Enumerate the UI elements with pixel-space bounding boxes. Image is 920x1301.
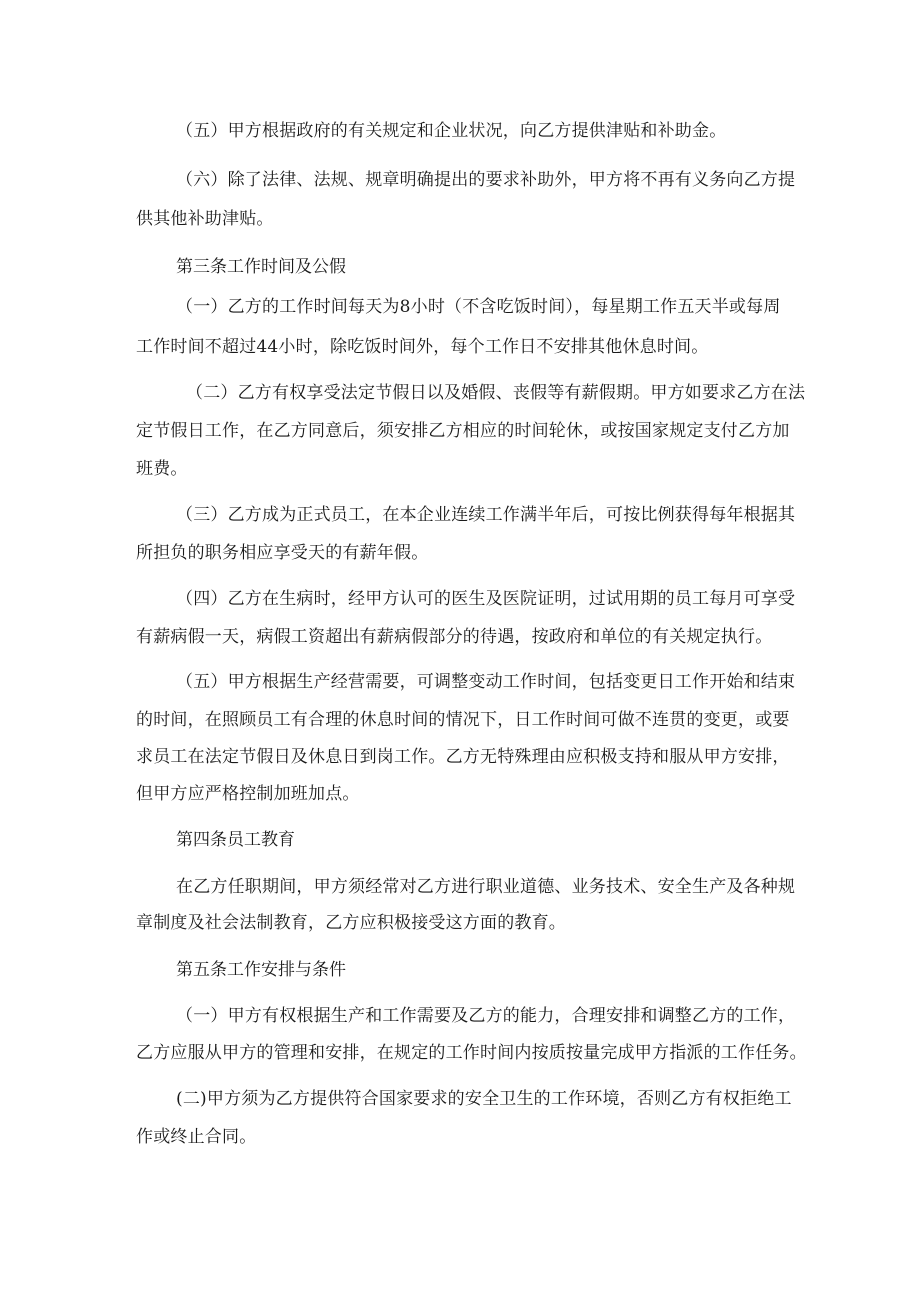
paragraph-line: 作或终止合同。: [136, 1127, 257, 1147]
paragraph-line: 章制度及社会法制教育，乙方应积极接受这方面的教育。: [136, 913, 566, 933]
paragraph-line: （六）除了法律、法规、规章明确提出的要求补助外，甲方将不再有义务向乙方提: [176, 170, 796, 190]
paragraph-line: 定节假日工作，在乙方同意后，须安排乙方相应的时间轮休，或按国家规定支付乙方加: [136, 421, 790, 441]
article-heading: 第三条工作时间及公假: [176, 257, 346, 277]
article-heading: 第四条员工教育: [176, 830, 295, 850]
paragraph-line: 求员工在法定节假日及休息日到岗工作。乙方无特殊理由应积极支持和服从甲方安排，: [136, 747, 790, 767]
paragraph-line: 乙方应服从甲方的管理和安排，在规定的工作时间内按质按量完成甲方指派的工作任务。: [136, 1043, 807, 1063]
paragraph-line: （四）乙方在生病时，经甲方认可的医生及医院证明，过试用期的员工每月可享受: [176, 589, 796, 609]
paragraph-line: （五）甲方根据政府的有关规定和企业状况，向乙方提供津贴和补助金。: [176, 121, 727, 141]
paragraph-line: 工作时间不超过44小时，除吃饭时间外，每个工作日不安排其他休息时间。: [136, 337, 709, 357]
article-heading: 第五条工作安排与条件: [176, 960, 346, 980]
paragraph-line: 所担负的职务相应享受天的有薪年假。: [136, 543, 429, 563]
paragraph-line: 的时间，在照顾员工有合理的休息时间的情况下，日工作时间可做不连贯的变更，或要: [136, 710, 790, 730]
paragraph-line: （三）乙方成为正式员工，在本企业连续工作满半年后，可按比例获得每年根据其: [176, 505, 796, 525]
paragraph-line: 但甲方应严格控制加班加点。: [136, 784, 360, 804]
paragraph-line: （五）甲方根据生产经营需要，可调整变动工作时间，包括变更日工作开始和结束: [176, 672, 796, 692]
paragraph-line: （二）乙方有权享受法定节假日以及婚假、丧假等有薪假期。甲方如要求乙方在法: [186, 383, 806, 403]
paragraph-line: 班费。: [136, 459, 188, 479]
paragraph-line: (二)甲方须为乙方提供符合国家要求的安全卫生的工作环境，否则乙方有权拒绝工: [176, 1089, 792, 1109]
paragraph-line: （一）乙方的工作时间每天为8小时（不含吃饭时间），每星期工作五天半或每周: [176, 297, 781, 317]
paragraph-line: （一）甲方有权根据生产和工作需要及乙方的能力，合理安排和调整乙方的工作，: [176, 1006, 796, 1026]
paragraph-line: 有薪病假一天，病假工资超出有薪病假部分的待遇，按政府和单位的有关规定执行。: [136, 627, 773, 647]
paragraph-line: 供其他补助津贴。: [136, 209, 274, 229]
paragraph-line: 在乙方任职期间，甲方须经常对乙方进行职业道德、业务技术、安全生产及各种规: [176, 877, 796, 897]
